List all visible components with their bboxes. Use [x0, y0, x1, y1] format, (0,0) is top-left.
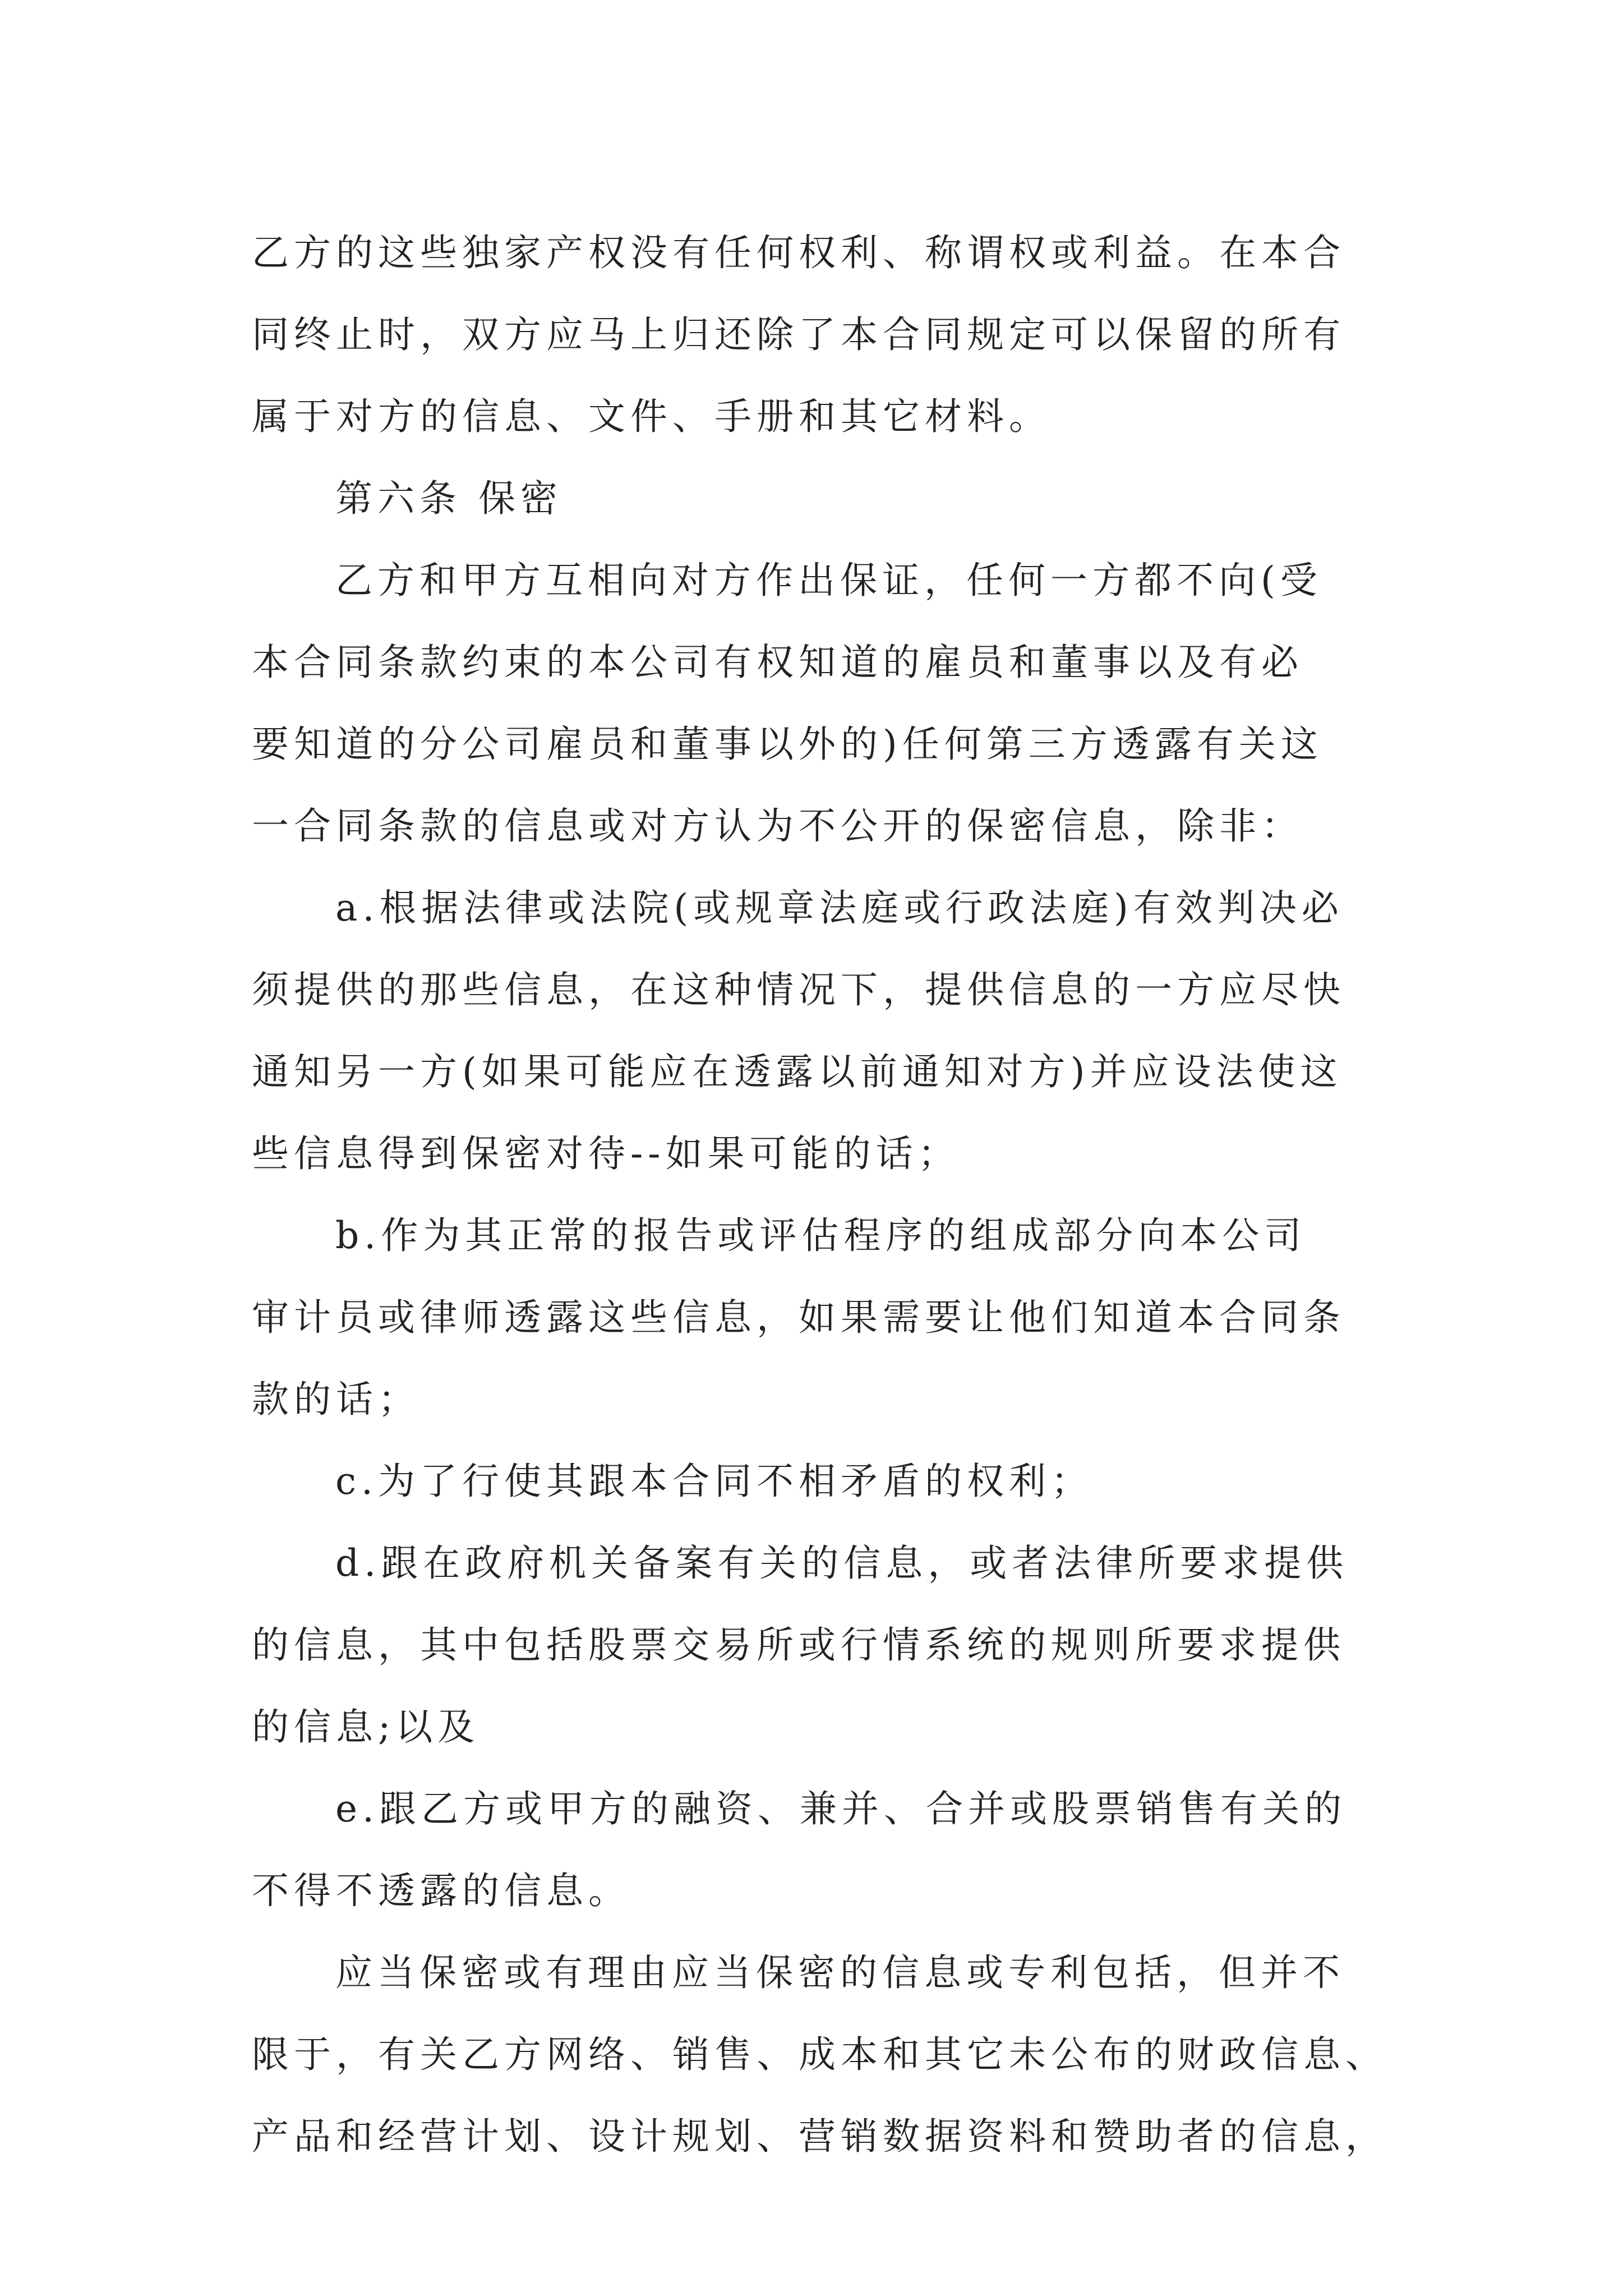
text-line: 的信息，其中包括股票交易所或行情系统的规则所要求提供 — [252, 1623, 1345, 1667]
text-line: 应当保密或有理由应当保密的信息或专利包括，但并不 — [335, 1951, 1345, 1994]
list-item-d: d.跟在政府机关备案有关的信息，或者法律所要求提供 — [335, 1542, 1349, 1585]
text-line: 本合同条款约束的本公司有权知道的雇员和董事以及有必 — [252, 641, 1303, 684]
text-line: 通知另一方(如果可能应在透露以前通知对方)并应设法使这 — [252, 1050, 1343, 1093]
text-line: 一合同条款的信息或对方认为不公开的保密信息，除非： — [252, 804, 1303, 848]
document-body — [252, 212, 1390, 2178]
text-line: 审计员或律师透露这些信息，如果需要让他们知道本合同条 — [252, 1296, 1345, 1339]
text-line: 乙方的这些独家产权没有任何权利、称谓权或利益。在本合 — [252, 231, 1345, 274]
text-line: 产品和经营计划、设计规划、营销数据资料和赞助者的信息， — [252, 2115, 1387, 2158]
text-line: 些信息得到保密对待--如果可能的话； — [252, 1132, 960, 1175]
text-line: 款的话； — [252, 1378, 420, 1421]
text-line: 的信息;以及 — [252, 1705, 480, 1749]
text-line: 须提供的那些信息，在这种情况下，提供信息的一方应尽快 — [252, 968, 1345, 1011]
text-line: 要知道的分公司雇员和董事以外的)任何第三方透露有关这 — [252, 723, 1323, 766]
text-line: 乙方和甲方互相向对方作出保证，任何一方都不向(受 — [335, 559, 1322, 602]
text-line: 限于，有关乙方网络、销售、成本和其它未公布的财政信息、 — [252, 2033, 1387, 2076]
list-item-a: a.根据法律或法院(或规章法庭或行政法庭)有效判决必 — [335, 886, 1344, 930]
text-line: 不得不透露的信息。 — [252, 1869, 630, 1912]
list-item-c: c.为了行使其跟本合同不相矛盾的权利； — [335, 1460, 1093, 1503]
section-heading: 第六条 保密 — [335, 477, 562, 520]
list-item-b: b.作为其正常的报告或评估程序的组成部分向本公司 — [335, 1214, 1307, 1257]
text-line: 同终止时，双方应马上归还除了本合同规定可以保留的所有 — [252, 313, 1345, 356]
list-item-e: e.跟乙方或甲方的融资、兼并、合并或股票销售有关的 — [335, 1787, 1347, 1830]
text-line: 属于对方的信息、文件、手册和其它材料。 — [252, 395, 1051, 438]
